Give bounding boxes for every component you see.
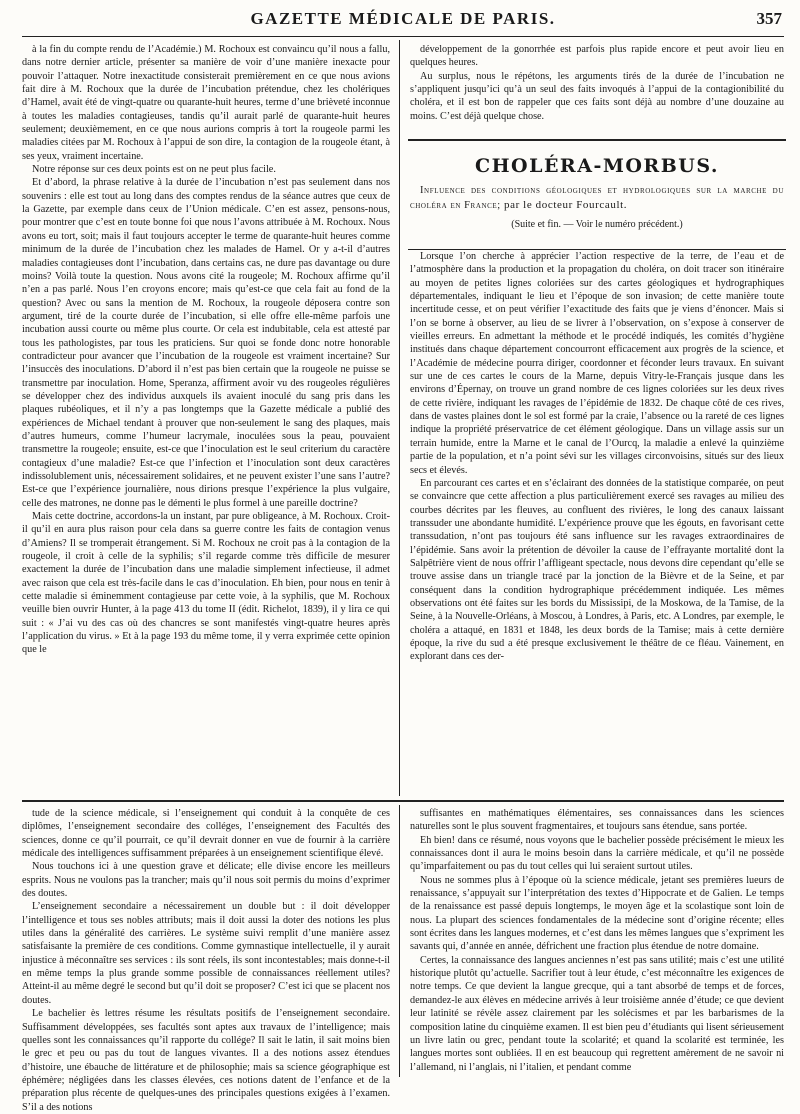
paragraph: Nous ne sommes plus à l’époque où la science médicale, jetant ses premières lueurs de renaissance, s’appuyait sur l’interprétation des textes d’Hippocrate et de Galien. Le temps de la renaissance est passé depuis longtemps, le moyen âge et la scolastique sont loin de nous. La plupart des sciences fondamentales de la médecine sont d’origine récente; elles sont écrites dans les langues modernes, et c’est dans les mêmes langues que s’expriment les savants qui, d’année en année, défrichent une fraction plus étendue de notre domaine. [410, 874, 784, 953]
article-subtitle-text: Influence des conditions géologiques et hydrologiques sur la marche du choléra en France; [410, 185, 784, 211]
paragraph: Eh bien! dans ce résumé, nous voyons que le bachelier possède précisément le mieux les connaissances dont il aura le moins besoin dans la carrière médicale, et qu’il ne possède qu’imparfaitement ou pas du tout celles qui lui seraient surtout utiles. [410, 834, 784, 873]
article-note: (Suite et fin. — Voir le numéro précédent.) [511, 219, 683, 230]
paragraph: suffisantes en mathématiques élémentaires, ses connaissances dans les sciences naturelles sont le plus souvent fragmentaires, et toujours sans étendue, sans portée. [410, 808, 784, 833]
bottom-left-column [22, 807, 390, 1113]
paragraph: Mais cette doctrine, accordons-la un instant, par pure obligeance, à M. Rochoux. Croit-il qu’il en aura plus raison pour cela dans sa guerre contre les faits de contagion venus d’Amiens? Il se tromperait étrangement. Si M. Rochoux ne croit pas à la contagion de la rougeole, il croit à celle de la syphilis; s’il regarde comme très difficile de mesurer exactement la durée de l’incubation dans une maladie simplement infectieuse, il admet avec raison que cela est très-facile dans le cas d’inoculation. Eh bien, pour nous en tenir à cette maladie si éminemment contagieuse par cette voie, à la syphilis, que M. Rochoux veuille bien ouvrir Hunter, à la page 413 du tome II (édit. Richelot, 1839), il y lira ce qui suit : « J’ai vu des cas où des chancres se sont manifestés vingt-quatre heures après l’application du virus. » Et à la page 193 du même tome, il y verra exprimée cette opinion que le [22, 511, 390, 656]
left-top-column [22, 43, 390, 796]
paragraph: Au surplus, nous le répétons, les arguments tirés de la durée de l’incubation ne s’appliquent jusqu’ici qu’à un seul des faits invoqués à l’appui de la contagionibilité du choléra, et il est bon de rappeler que ces faits sont déjà au nombre d’une douzaine au moins. C’est déjà quelque chose. [410, 70, 784, 122]
column-divider-bottom [399, 805, 400, 1077]
article-author: par le docteur Fourcault. [503, 199, 628, 211]
paragraph: Lorsque l’on cherche à apprécier l’action respective de la terre, de l’eau et de l’atmosphère dans la production et la propagation du choléra, on doit tracer son itinéraire au moyen de petites lignes coloriées sur des cartes géologiques et hydrographiques départementales, indiquant le lieu et l’époque de son invasion; de cette manière toute incertitude cesse, et on peut vérifier l’exactitude des faits que je viens d’énoncer. Mais si l’on se borne à observer, au lieu de se livrer à l’observation, on s’expose à conserver de vieilles erreurs. En admettant la méthode et le procédé indiqués, les comités d’hygiène institués dans chaque département concourront efficacement aux progrès de la science, et l’Académie de médecine pourra diriger, coordonner et féconder leurs travaux. En suivant sur une de ces cartes le cours de la Marne, depuis Vitry-le-Français jusque dans les environs d’Épernay, on trouve un grand nombre de ces lignes coloriées sur les deux rives de cette rivière, indiquant les ravages de l’épidémie de 1832. De chaque côté de ces rives, dans de vastes plaines dont le sol est formé par la craie, l’absence ou la rareté de ces lignes indique la propriété préservatrice de cet élément géologique. Dans un village assis sur un terrain humide, entre la Marne et le canal de l’Ourcq, la maladie a enlevé la quinzième partie de la population, et n’a point sévi sur les villages circonvoisins, situés sur des lieux secs et élevés. [410, 251, 784, 476]
bottom-right-column [410, 807, 784, 1077]
right-top-column [410, 43, 784, 135]
paragraph: Nous touchons ici à une question grave et délicate; elle divise encore les meilleurs esprits. Nous ne voulons pas la trancher; mais qu’il nous soit permis du moins d’exprimer des doutes. [22, 861, 390, 900]
article-title: CHOLÉRA-MORBUS. [474, 155, 720, 177]
article-body [410, 250, 784, 796]
column-divider [399, 40, 400, 796]
paragraph: à la fin du compte rendu de l’Académie.) M. Rochoux est convaincu qu’il nous a fallu, dans notre dernier article, présenter sa manière de voir d’une manière inexacte pour pouvoir l’attaquer. Notre inexactitude consisterait premièrement en ce que nous avions fait dire à M. Rochoux que la durée de l’incubation prétendue, chez les cholériques d’Hamel, avait été de vingt-quatre ou quarante-huit heures, terme d’une brièveté inconnue à toutes les maladies contagieuses, tandis qu’il aurait parlé de quarante-huit heures seulement; deuxièmement, en ce que nous aurions compris à tort la rougeole parmi les maladies citées par M. Rochoux à l’appui de son dire, la contagion de la rougeole étant, à ses yeux, vraiment incertaine. [22, 44, 390, 162]
paragraph: En parcourant ces cartes et en s’éclairant des données de la statistique comparée, on peut se convaincre que cette affection a plus particulièrement exercé ses ravages au milieu des courbes décrites par les fleuves, au confluent des rivières, le long des canaux laissant transsuder une abondante humidité. L’expérience prouve que les égouts, en favorisant cette transsudation, n’ont pas toujours été sans influence sur les ravages extraordinaires de l’épidémie. Sans avoir la prétention de dévoiler la cause de l’effrayante mortalité dont la Salpêtrière vient de nous offrir l’affligeant spectacle, nous devons dire cependant qu’elle se trouve assise dans un triangle tracé par la jonction de la Bièvre et de la Seine, et par conséquent dans la condition hydrographique précédemment indiquée. Les mêmes observations ont été faites sur les bords du Mississipi, de la Moskowa, de la Tamise, de la Seine, à la Nouvelle-Orléans, à Moscou, à Londres, à Paris, etc. A Londres, par exemple, le choléra a attaqué, en 1831 et 1848, les deux bords de la Tamise; mais à cette dernière époque, la rive du sud a été presque exclusivement le théâtre de ce fléau. Vainement, en explorant dans ces der- [410, 477, 784, 663]
paragraph: Notre réponse sur ces deux points est on ne peut plus facile. [32, 164, 276, 176]
section-divider [22, 800, 784, 802]
paragraph: Le bachelier ès lettres résume les résultats positifs de l’enseignement secondaire. Suffisamment développées, ses facultés sont aptes aux travaux de l’intelligence; mais quelles sont les connaissances qu’il rapporte du collége? Il sait le latin, il sait moins bien le grec et peu ou pas du tout de langues vivantes. Il a des notions assez étendues d’histoire, une ébauche de littérature et de philosophie; mais sa science géographique est éphémère; négligées dans les classes élevées, ces notions datent de l’enfance et de la préparation plus récente de quelques-unes des principales questions exigées à l’examen. S’il a des notions [22, 1008, 390, 1113]
article-heading [408, 139, 786, 250]
page-header [22, 6, 784, 37]
paragraph: Et d’abord, la phrase relative à la durée de l’incubation n’est pas seulement dans nos souvenirs : elle est tout au long dans des comptes rendus de la séance autres que ceux de la Gazette, par exemple dans ceux de l’Union médicale. C’en est assez, pensons-nous, pour montrer que c’est en toute bonne foi que nous l’avons attribuée à M. Rochoux. Nous avons eu tort, soit; mais il faut toujours accepter le terme de quarante-huit heures comme minimum de la durée de l’incubation chez les malades de Hamel. Or y a-t-il d’autres maladies contagieuses dont l’incubation, dans certains cas, ne dure pas davantage ou dure moins? Voilà toute la question. Nous avons cité la rougeole; M. Rochoux affirme qu’il n’en a pas parlé. Nous l’en croyons encore; mais qu’est-ce que cela fait au fond de la question? Avec ou sans la mention de M. Rochoux, la rougeole déposera contre son argument, tiré de la courte durée de l’incubation, si elle offre elle-même parfois une incubation aussi courte ou même plus courte. Or cela est indubitable, cela est attesté par tous les pathologistes, par tous les praticiens. Sur quoi se fonde donc notre honorable contradicteur pour avancer que l’incubation de la rougeole est vraiment incertaine? Sur l’insuccès des inoculations. D’abord il n’est pas bien certain que la rougeole ne puisse se transmettre par inoculation. Home, Speranza, affirment avoir vu des rougeoles régulières se développer chez des individus auxquels ils avaient inoculé du sang pris dans les plaques rubéoliques, et il n’y a pas longtemps que la Gazette médicale a publié des expériences de Michael tendant à prouver que non-seulement le sang des plaques, mais d’autres humeurs, comme l’humeur lacrymale, inoculées sous la peau, pouvaient transmettre la rougeole; ensuite, est-ce que l’inoculation est le seul criterium du caractère contagieux d’une maladie? Est-ce que l’infection et l’inoculation sont deux caractères indissolublement unis, nécessairement solidaires, et ne peuvent exister l’une sans l’autre? Est-ce que l’expérience journalière, nous dirions presque l’expérience la plus vulgaire, celle des matrones, ne donne pas le démenti le plus formel à une pareille doctrine? [22, 177, 390, 509]
paragraph: tude de la science médicale, si l’enseignement qui conduit à la conquête de ces diplômes, l’enseignement secondaire des colléges, l’enseignement des Facultés des sciences, donne ce qu’il pourrait, ce qu’il devrait donner en vue de fournir à la carrière médicale des intelligences suffisamment préparées à un enseignement scientifique élevé. [22, 808, 390, 860]
journal-title: GAZETTE MÉDICALE DE PARIS. [250, 9, 556, 28]
article-subtitle [410, 183, 784, 213]
paragraph: L’enseignement secondaire a nécessairement un double but : il doit développer l’intelligence et tous ses nobles attributs; mais il doit aussi la doter des notions les plus utiles dans la généralité des carrières. Le système suivi remplit d’une manière assez satisfaisante la première de ces conditions. Comme gymnastique intellectuelle, il y aurait injustice à méconnaître ses services : ils sont réels, ils sont incontestables; mais donne-t-il en même temps la plus grande somme possible de connaissances réellement utiles? Atteint-il au même degré le second but qu’il doit se proposer? C’est ici que se placent nos doutes. [22, 901, 390, 1006]
paragraph: développement de la gonorrhée est parfois plus rapide encore et peut avoir lieu en quelques heures. [410, 44, 784, 69]
page-number: 357 [756, 9, 782, 28]
paragraph: Certes, la connaissance des langues anciennes n’est pas sans utilité; mais c’est une utilité historique plutôt qu’actuelle. Sacrifier tout à leur étude, c’est méconnaître les exigences de notre temps. Ce que devient la langue grecque, qui a tant absorbé de temps et de forces, demandez-le aux élèves en médecine arrivés à leur troisième année d’étude; ce que devient leur latinité se révèle assez clairement par les solécismes et par les barbarismes de la composition latine du cinquième examen. Il est bien peu d’étudiants qui lisent sérieusement un livre latin ou grec, pendant toute la scolarité; et quand la scolarité est terminée, les langues mortes sont oubliées. Il en est beaucoup qui regrettent amèrement de ne savoir ni l’allemand, ni l’anglais, ni l’italien, et pendant comme [410, 954, 784, 1073]
